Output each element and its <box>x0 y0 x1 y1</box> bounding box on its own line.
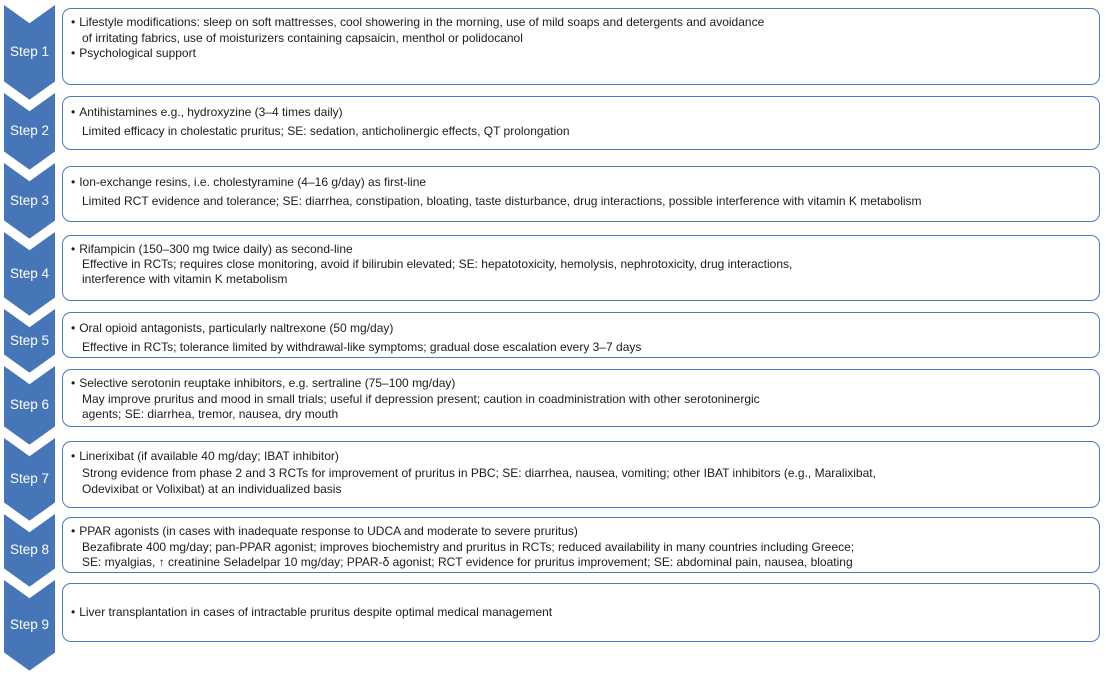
bullet-line <box>71 319 1089 338</box>
line-text: Limited RCT evidence and tolerance; SE: diarrhea, constipation, bloating, taste disturbance, drug interactions, possible interference with vitamin K metabolism <box>82 194 922 208</box>
step-box <box>62 96 1100 150</box>
line-text: Effective in RCTs; tolerance limited by withdrawal-like symptoms; gradual dose escalation every 3–7 days <box>82 340 642 354</box>
step-label: Step 8 <box>9 542 50 557</box>
continuation-line <box>71 407 1089 423</box>
line-text: of irritating fabrics, use of moisturizers containing capsaicin, menthol or polidocanol <box>82 30 523 45</box>
continuation-line <box>71 272 1089 287</box>
bullet-line <box>71 242 1089 257</box>
step-label: Step 6 <box>9 397 50 412</box>
line-text: Antihistamines e.g., hydroxyzine (3–4 times daily) <box>79 105 343 119</box>
step-label: Step 9 <box>9 617 50 632</box>
bullet-line <box>71 103 1089 122</box>
continuation-line <box>71 540 1089 556</box>
line-text: Strong evidence from phase 2 and 3 RCTs for improvement of pruritus in PBC; SE: diarrhea, nausea, vomiting; other IBAT inhibitors (e.g., Maralixibat, <box>82 465 876 480</box>
line-text: May improve pruritus and mood in small trials; useful if depression present; caution in coadministration with other serotoninergic <box>82 391 760 406</box>
line-text: Odevixibat or Volixibat) at an individualized basis <box>82 482 342 496</box>
step-box <box>62 517 1100 573</box>
continuation-line <box>71 122 1089 141</box>
continuation-line <box>71 555 1089 571</box>
step-label: Step 1 <box>9 44 50 59</box>
bullet-line <box>71 524 1089 540</box>
bullet-dot: • <box>71 15 76 29</box>
continuation-line <box>71 481 1089 498</box>
bullet-line <box>71 46 1089 62</box>
bullet-dot: • <box>71 321 76 335</box>
continuation-line <box>71 465 1089 482</box>
line-text: Bezafibrate 400 mg/day; pan-PPAR agonist; improves biochemistry and pruritus in RCTs; reduced availability in many countries including Greece; <box>82 539 855 554</box>
line-text: Oral opioid antagonists, particularly naltrexone (50 mg/day) <box>79 321 394 335</box>
bullet-dot: • <box>71 175 76 189</box>
bullet-dot: • <box>71 524 76 538</box>
line-text: interference with vitamin K metabolism <box>82 272 288 286</box>
line-text: PPAR agonists (in cases with inadequate response to UDCA and moderate to severe pruritus) <box>79 524 578 538</box>
bullet-line <box>71 605 1089 621</box>
continuation-line <box>71 192 1089 211</box>
step-label: Step 4 <box>9 265 50 281</box>
continuation-line <box>71 338 1089 357</box>
bullet-dot: • <box>71 105 76 119</box>
continuation-line <box>71 257 1089 272</box>
line-text: SE: myalgias, ↑ creatinine Seladelpar 10 mg/day; PPAR-δ agonist; RCT evidence for pruritus improvement; SE: abdominal pain, nausea, bloating <box>82 555 853 569</box>
line-text: Liver transplantation in cases of intractable pruritus despite optimal medical management <box>79 604 553 619</box>
step-box <box>62 166 1100 222</box>
bullet-line <box>71 15 1089 31</box>
line-text: Ion-exchange resins, i.e. cholestyramine (4–16 g/day) as first-line <box>79 175 427 189</box>
step-box <box>62 8 1100 85</box>
line-text: Linerixibat (if available 40 mg/day; IBAT inhibitor) <box>79 449 339 463</box>
line-text: Lifestyle modifications: sleep on soft mattresses, cool showering in the morning, use of mild soaps and detergents and avoidance <box>79 15 765 29</box>
bullet-dot: • <box>71 376 76 390</box>
step-label: Step 3 <box>9 192 50 208</box>
step-label: Step 7 <box>9 471 50 486</box>
bullet-line <box>71 448 1089 465</box>
line-text: Selective serotonin reuptake inhibitors, e.g. sertraline (75–100 mg/day) <box>79 376 456 390</box>
step-box <box>62 235 1100 301</box>
step-box <box>62 369 1100 427</box>
bullet-line <box>71 376 1089 392</box>
step-box <box>62 441 1100 508</box>
line-text: Rifampicin (150–300 mg twice daily) as second-line <box>79 242 353 256</box>
line-text: agents; SE: diarrhea, tremor, nausea, dry mouth <box>82 407 339 421</box>
line-text: Limited efficacy in cholestatic pruritus; SE: sedation, anticholinergic effects, QT prolongation <box>82 124 570 138</box>
continuation-line <box>71 392 1089 408</box>
step-label: Step 5 <box>9 332 50 348</box>
bullet-dot: • <box>71 46 76 60</box>
bullet-line <box>71 173 1089 192</box>
line-text: Psychological support <box>79 46 196 60</box>
bullet-dot: • <box>71 242 76 256</box>
step-label: Step 2 <box>9 123 50 138</box>
step-box <box>62 312 1100 358</box>
bullet-dot: • <box>71 449 76 463</box>
bullet-dot: • <box>71 604 76 619</box>
continuation-line <box>71 31 1089 47</box>
line-text: Effective in RCTs; requires close monitoring, avoid if bilirubin elevated; SE: hepatotoxicity, hemolysis, nephrotoxicity, drug interactions, <box>82 257 793 271</box>
step-box <box>62 583 1100 642</box>
